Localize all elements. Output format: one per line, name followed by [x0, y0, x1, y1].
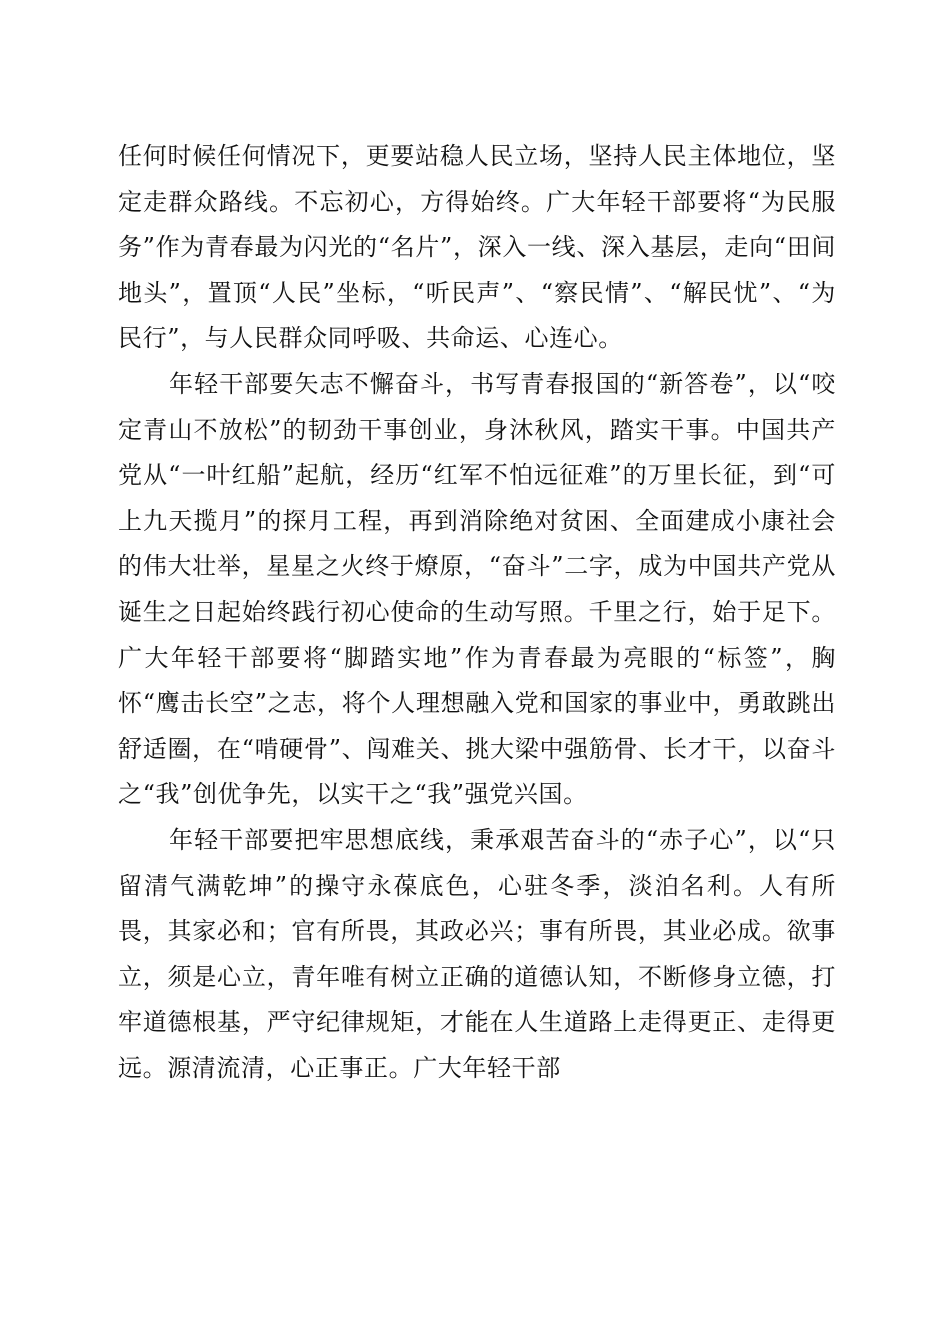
paragraph-3: 年轻干部要把牢思想底线，秉承艰苦奋斗的“赤子心”，以“只留清气满乾坤”的操守永葆底色，心驻冬季，淡泊名利。人有所畏，其家必和；官有所畏，其政必兴；事有所畏，其业必成。欲事立，须是心立，青年唯有树立正确的道德认知，不断修身立德，打牢道德根基，严守纪律规矩，才能在人生道路上走得更正、走得更远。源清流清，心正事正。广大年轻干部	[118, 825, 836, 1082]
paragraph-2: 年轻干部要矢志不懈奋斗，书写青春报国的“新答卷”，以“咬定青山不放松”的韧劲干事创业，身沐秋风，踏实干事。中国共产党从“一叶红船”起航，经历“红军不怕远征难”的万里长征，到“可上九天揽月”的探月工程，再到消除绝对贫困、全面建成小康社会的伟大壮举，星星之火终于燎原，“奋斗”二字，成为中国共产党从诞生之日起始终践行初心使命的生动写照。千里之行，始于足下。广大年轻干部要将“脚踏实地”作为青春最为亮眼的“标签”，胸怀“鹰击长空”之志，将个人理想融入党和国家的事业中，勇敢跳出舒适圈，在“啃硬骨”、闯难关、挑大梁中强筋骨、长才干，以奋斗之“我”创优争先，以实干之“我”强党兴国。	[118, 369, 836, 809]
paragraph-1: 任何时候任何情况下，更要站稳人民立场，坚持人民主体地位，坚定走群众路线。不忘初心，方得始终。广大年轻干部要将“为民服务”作为青春最为闪光的“名片”，深入一线、深入基层，走向“田间地头”，置顶“人民”坐标，“听民声”、“察民情”、“解民忧”、“为民行”，与人民群众同呼吸、共命运、心连心。	[118, 142, 836, 353]
body-text	[118, 134, 836, 1091]
